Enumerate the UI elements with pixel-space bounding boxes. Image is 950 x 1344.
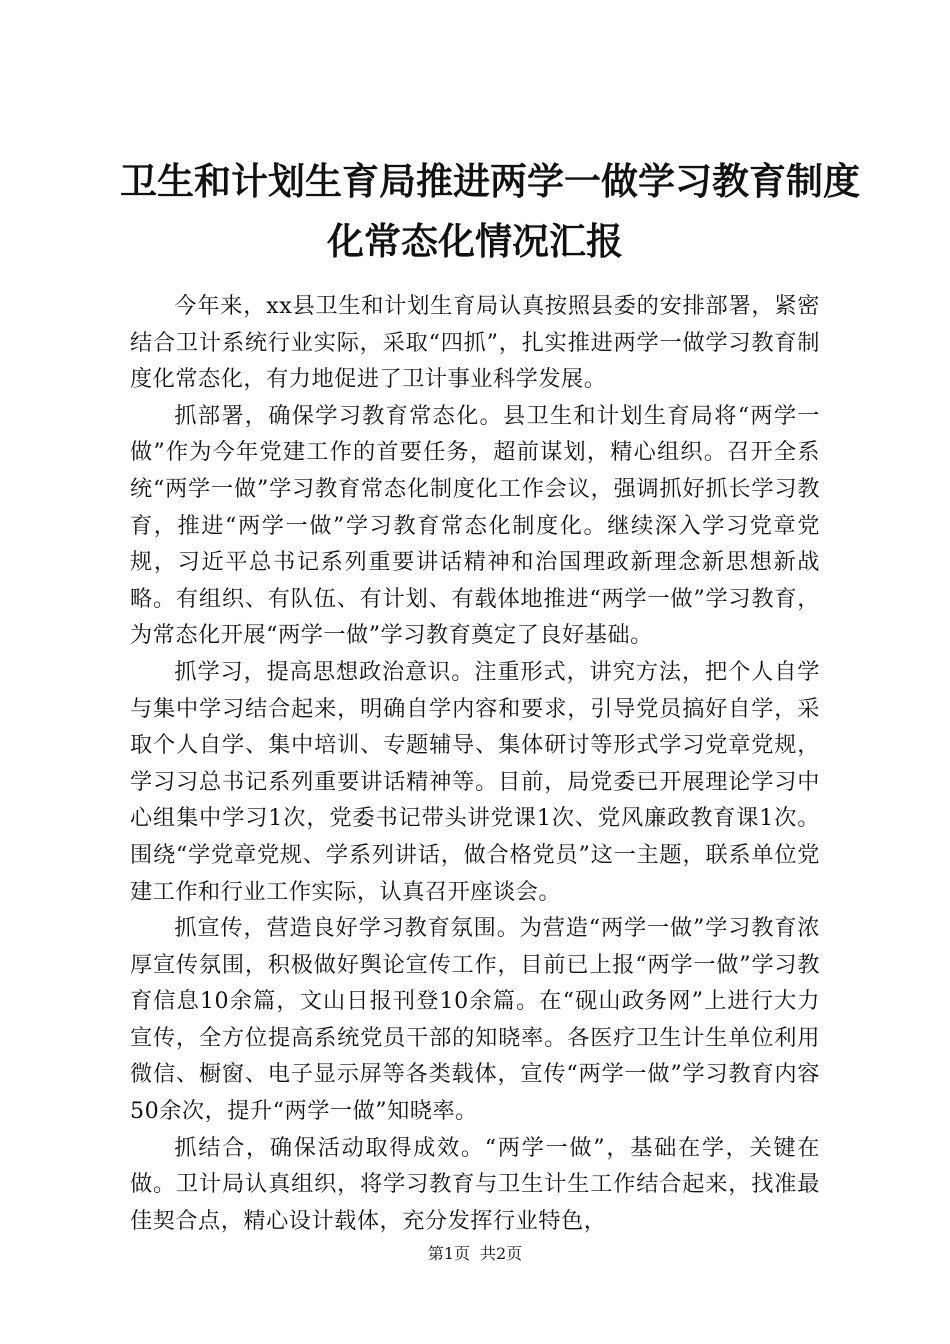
paragraph-deployment: 抓部署，确保学习教育常态化。县卫生和计划生育局将“两学一做”作为今年党建工作的首要任务，超前谋划，精心组织。召开全系统“两学一做”学习教育常态化制度化工作会议，强调抓好抓长学习教育，推进“两学一做”学习教育常态化制度化。继续深入学习党章党规，习近平总书记系列重要讲话精神和治国理政新理念新思想新战略。有组织、有队伍、有计划、有载体地推进“两学一做”学习教育，为常态化开展“两学一做”学习教育奠定了良好基础。 bbox=[130, 402, 820, 649]
document-title-line-1: 卫生和计划生育局推进两学一做学习教育制度 bbox=[120, 160, 860, 203]
paragraph-publicity: 抓宣传，营造良好学习教育氛围。为营造“两学一做”学习教育浓厚宣传氛围，积极做好舆论宣传工作，目前已上报“两学一做”学习教育信息10余篇，文山日报刊登10余篇。在“砚山政务网”上进行大力宣传，全方位提高系统党员干部的知晓率。各医疗卫生计生单位利用微信、橱窗、电子显示屏等各类载体，宣传“两学一做”学习教育内容50余次，提升“两学一做”知晓率。 bbox=[130, 915, 820, 1125]
document-title-line-2: 化常态化情况汇报 bbox=[327, 220, 623, 263]
document-body bbox=[130, 288, 820, 1239]
paragraph-integration: 抓结合，确保活动取得成效。“两学一做”，基础在学，关键在做。卫计局认真组织，将学习教育与卫生计生工作结合起来，找准最佳契合点，精心设计载体，充分发挥行业特色， bbox=[130, 1134, 820, 1234]
page-number-total: 共2页 bbox=[480, 1244, 523, 1263]
page-number-current: 第1页 bbox=[427, 1244, 470, 1263]
page-footer bbox=[0, 1244, 950, 1264]
paragraph-study: 抓学习，提高思想政治意识。注重形式，讲究方法，把个人自学与集中学习结合起来，明确自学内容和要求，引导党员搞好自学，采取个人自学、集中培训、专题辅导、集体研讨等形式学习党章党规，学习习总书记系列重要讲话精神等。目前，局党委已开展理论学习中心组集中学习1次，党委书记带头讲党课1次、党风廉政教育课1次。围绕“学党章党规、学系列讲话，做合格党员”这一主题，联系单位党建工作和行业工作实际，认真召开座谈会。 bbox=[130, 658, 820, 905]
paragraph-intro: 今年来，xx县卫生和计划生育局认真按照县委的安排部署，紧密结合卫计系统行业实际，采取“四抓”，扎实推进两学一做学习教育制度化常态化，有力地促进了卫计事业科学发展。 bbox=[130, 293, 820, 393]
